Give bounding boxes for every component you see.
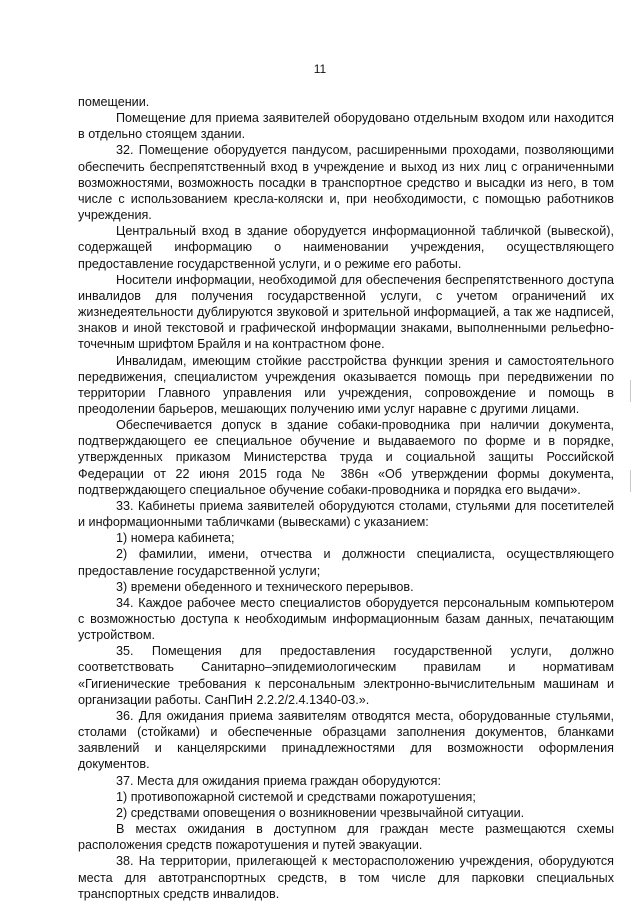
paragraph: 38. На территории, прилегающей к месторасположению учреждения, оборудуются места для автотранспортных средств, в том числе для парковки специальных транспортных средств инвалидов. xyxy=(78,854,614,901)
paragraph: 34. Каждое рабочее место специалистов оборудуется персональным компьютером с возможностью доступа к необходимым информационным базам данных, печатающим устройством. xyxy=(78,595,614,643)
paragraph: 3) времени обеденного и технического перерывов. xyxy=(116,579,414,594)
paragraph: Обеспечивается допуск в здание собаки-проводника при наличии документа, подтверждающего ее специальное обучение и выдаваемого по форме и в порядке, утвержденных приказом Министерства труда и социальной защиты Российской Федерации от 22 июня 2015 года № 386н «Об утверждении формы документа, подтверждающего специальное обучение собаки-проводника и порядка его выдачи». xyxy=(78,418,614,497)
page-number: 11 xyxy=(313,62,327,76)
paragraph: 32. Помещение оборудуется пандусом, расширенными проходами, позволяющими обеспечить беспрепятственный вход в учреждение и выход из них лиц с ограниченными возможностями, возможность посадки в транспортное средство и высадки из него, в том числе с использованием кресла-коляски и, при необходимости, с помощью работников учреждения. xyxy=(78,143,614,223)
paragraph: 33. Кабинеты приема заявителей оборудуются столами, стульями для посетителей и информационными табличками (вывесками) с указанием: xyxy=(78,498,614,530)
paragraph: 2) фамилии, имени, отчества и должности специалиста, осуществляющего предоставление государственной услуги; xyxy=(78,547,614,578)
paragraph: Помещение для приема заявителей оборудовано отдельным входом или находится в отдельно стоящем здании. xyxy=(78,111,614,142)
paragraph: 35. Помещения для предоставления государственной услуги, должно соответствовать Санитарно–эпидемиологическим правилам и нормативам «Гигиенические требования к персональным электронно-вычислительным машинам и организации работы. СанПиН 2.2.2/2.4.1340-03.». xyxy=(78,644,614,707)
paragraph: 1) номера кабинета; xyxy=(116,531,235,546)
paragraph: Носители информации, необходимой для обеспечения беспрепятственного доступа инвалидов для получения государственной услуги, с учетом ограничений их жизнедеятельности дублируются звуковой и зрительной информацией, а так же надписей, знаков и иной текстовой и графической информации знаками, выполненными рельефно-точечным шрифтом Брайля и на контрастном фоне. xyxy=(78,272,614,352)
paragraph: Центральный вход в здание оборудуется информационной табличкой (вывеской), содержащей информацию о наименовании учреждения, осуществляющего предоставление государственной услуги, и о режиме его работы. xyxy=(78,224,614,271)
paragraph: помещении. xyxy=(78,95,150,109)
paragraph: В местах ожидания в доступном для граждан месте размещаются схемы расположения средств пожаротушения и путей эвакуации. xyxy=(78,822,614,853)
paragraph: 2) средствами оповещения о возникновении чрезвычайной ситуации. xyxy=(116,805,525,820)
scan-edge-mark xyxy=(630,470,631,492)
paragraph: 36. Для ожидания приема заявителям отводятся места, оборудованные стульями, столами (стойками) и обеспеченные образцами заполнения документов, бланками заявлений и канцелярскими принадлежностями для возможности оформления документов. xyxy=(78,708,614,772)
paragraph: Инвалидам, имеющим стойкие расстройства функции зрения и самостоятельного передвижения, специалистом учреждения оказывается помощь при передвижении по территории Главного управления или учреждения, сопровождение и помощь в преодолении барьеров, мешающих получению ими услуг наравне с другими лицами. xyxy=(78,353,614,416)
scan-edge-mark xyxy=(630,380,631,402)
paragraph: 1) противопожарной системой и средствами пожаротушения; xyxy=(116,789,476,804)
document-body xyxy=(78,94,614,902)
paragraph: 37. Места для ожидания приема граждан оборудуются: xyxy=(116,773,441,788)
